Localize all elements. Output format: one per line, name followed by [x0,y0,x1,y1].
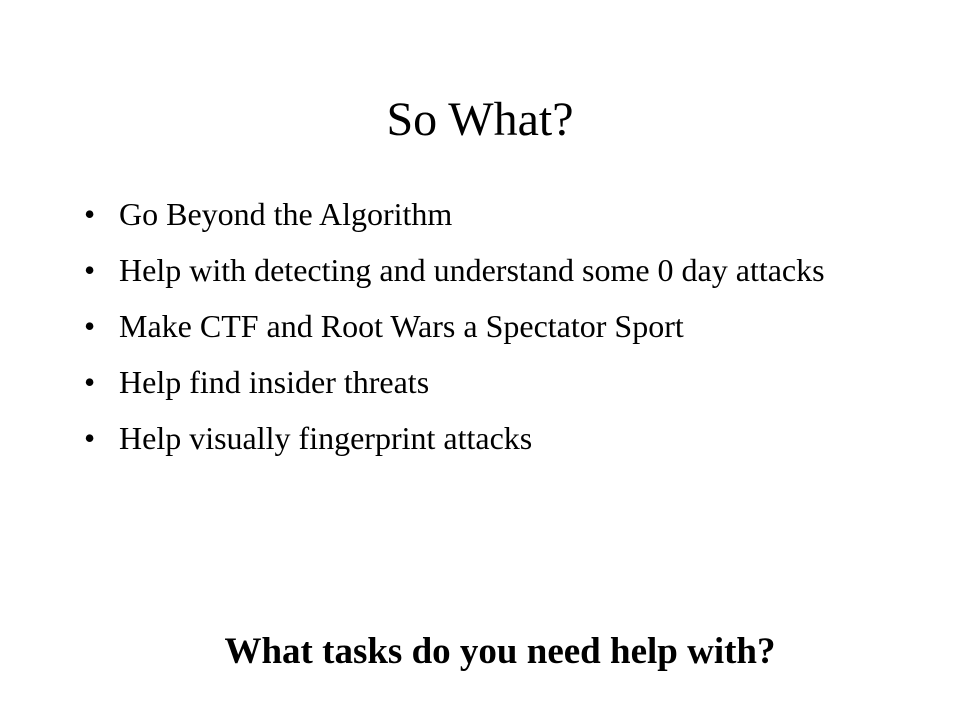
bullet-icon: • [84,308,96,344]
bullet-item [84,252,884,289]
bullet-text: Go Beyond the Algorithm [119,196,453,232]
callout-question: What tasks do you need help with? [224,631,776,672]
bullet-item [84,420,884,457]
bullet-icon: • [84,420,96,456]
bullet-text: Help visually fingerprint attacks [119,420,533,456]
bullet-icon: • [84,196,96,232]
bullet-text: Make CTF and Root Wars a Spectator Sport [119,308,684,344]
bullet-icon: • [84,364,96,400]
bullet-icon: • [84,252,96,288]
bullet-list [84,196,884,476]
slide-title: So What? [386,93,574,146]
bullet-item [84,196,884,233]
bullet-text: Help with detecting and understand some 0 day attacks [119,252,825,288]
bullet-item [84,364,884,401]
bullet-text: Help find insider threats [119,364,430,400]
bullet-item [84,308,884,345]
